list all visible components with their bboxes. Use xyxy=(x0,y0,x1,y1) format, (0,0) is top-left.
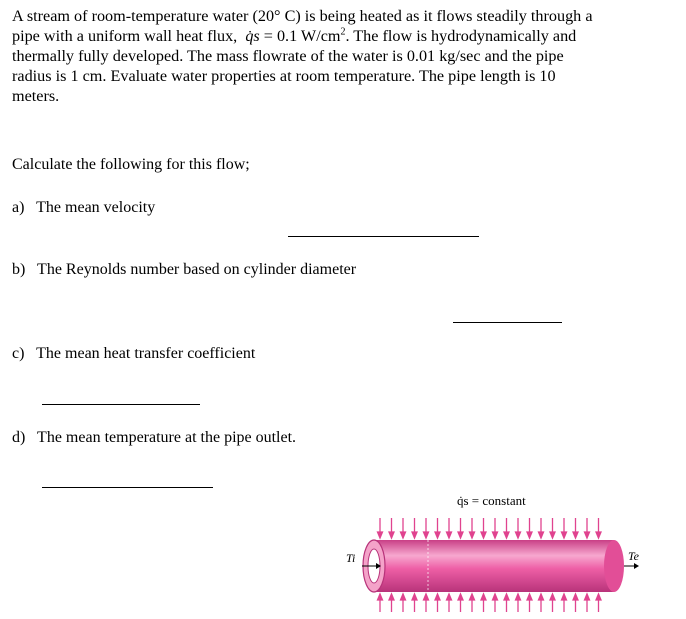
problem-line-4: radius is 1 cm. Evaluate water properties at room temperature. The pipe length is 10 xyxy=(12,67,556,85)
problem-line-1: A stream of room-temperature water (20° C) is being heated as it flows steadily through a xyxy=(12,7,593,25)
flux-label: q̇s = constant xyxy=(457,493,526,508)
problem-line-2-sup: 2 xyxy=(340,26,346,38)
heated-pipe-figure xyxy=(340,490,640,615)
flux-arrowhead-bottom xyxy=(378,594,383,600)
flux-arrowhead-top xyxy=(527,532,532,538)
flux-arrowhead-bottom xyxy=(493,594,498,600)
question-b-text: The Reynolds number based on cylinder diameter xyxy=(37,261,357,278)
question-b-label: b) xyxy=(12,261,26,278)
flux-arrowhead-top xyxy=(573,532,578,538)
question-c-text: The mean heat transfer coefficient xyxy=(36,345,256,362)
flux-arrowhead-bottom xyxy=(596,594,601,600)
flux-arrowhead-bottom xyxy=(550,594,555,600)
flux-arrowhead-top xyxy=(493,532,498,538)
question-c xyxy=(12,345,255,363)
flux-arrowhead-bottom xyxy=(424,594,429,600)
flux-arrowhead-top xyxy=(378,532,383,538)
flux-arrowhead-bottom xyxy=(539,594,544,600)
flux-arrowhead-top xyxy=(401,532,406,538)
instructions: Calculate the following for this flow; xyxy=(12,156,250,173)
flux-arrowhead-bottom xyxy=(401,594,406,600)
answer-blank-a[interactable] xyxy=(288,236,479,237)
flux-arrowhead-top xyxy=(562,532,567,538)
question-d-text: The mean temperature at the pipe outlet. xyxy=(37,429,297,446)
heat-flux-symbol: q̇s xyxy=(245,27,260,45)
inlet-temperature-label: Ti xyxy=(346,551,356,565)
flux-arrowhead-bottom xyxy=(458,594,463,600)
question-a-label: a) xyxy=(12,199,25,216)
problem-line-3: thermally fully developed. The mass flowrate of the water is 0.01 kg/sec and the pipe xyxy=(12,47,564,65)
outlet-arrow xyxy=(624,563,639,569)
flux-arrowhead-bottom xyxy=(447,594,452,600)
flux-arrowhead-top xyxy=(389,532,394,538)
problem-line-2-end: . The flow is hydrodynamically and xyxy=(345,27,577,45)
question-c-label: c) xyxy=(12,345,25,362)
pipe-body xyxy=(374,540,614,592)
answer-blank-d[interactable] xyxy=(42,487,213,488)
flux-arrowhead-top xyxy=(516,532,521,538)
problem-line-2 xyxy=(12,26,680,46)
outlet-temperature-label: Te xyxy=(628,549,639,563)
flux-arrowhead-top xyxy=(550,532,555,538)
problem-line-5: meters. xyxy=(12,87,60,105)
question-d xyxy=(12,429,296,447)
flux-arrowhead-bottom xyxy=(481,594,486,600)
answer-blank-c[interactable] xyxy=(42,404,200,405)
flux-arrowhead-top xyxy=(481,532,486,538)
flux-arrowhead-top xyxy=(585,532,590,538)
top-flux-arrows xyxy=(378,518,602,538)
question-a-text: The mean velocity xyxy=(36,199,156,216)
flux-arrowhead-bottom xyxy=(504,594,509,600)
flux-arrowhead-top xyxy=(447,532,452,538)
question-b xyxy=(12,261,356,279)
bottom-flux-arrows xyxy=(378,594,602,612)
flux-arrowhead-top xyxy=(435,532,440,538)
flux-arrowhead-bottom xyxy=(527,594,532,600)
flux-arrowhead-bottom xyxy=(573,594,578,600)
flux-arrowhead-bottom xyxy=(435,594,440,600)
flux-arrowhead-bottom xyxy=(412,594,417,600)
question-a xyxy=(12,199,155,217)
flux-arrowhead-bottom xyxy=(470,594,475,600)
flux-arrowhead-top xyxy=(504,532,509,538)
flux-arrowhead-bottom xyxy=(516,594,521,600)
flux-arrowhead-top xyxy=(458,532,463,538)
answer-blank-b[interactable] xyxy=(453,322,562,323)
problem-line-2-post: = 0.1 W/cm xyxy=(263,27,341,45)
flux-arrowhead-top xyxy=(424,532,429,538)
flux-arrowhead-bottom xyxy=(389,594,394,600)
pipe-outlet-end xyxy=(604,540,624,592)
flux-arrowhead-top xyxy=(539,532,544,538)
flux-arrowhead-top xyxy=(470,532,475,538)
question-d-label: d) xyxy=(12,429,26,446)
problem-statement xyxy=(12,6,680,106)
flux-arrowhead-top xyxy=(412,532,417,538)
flux-arrowhead-bottom xyxy=(585,594,590,600)
flux-arrowhead-top xyxy=(596,532,601,538)
problem-line-2-pre: pipe with a uniform wall heat flux, xyxy=(12,27,238,45)
flux-arrowhead-bottom xyxy=(562,594,567,600)
